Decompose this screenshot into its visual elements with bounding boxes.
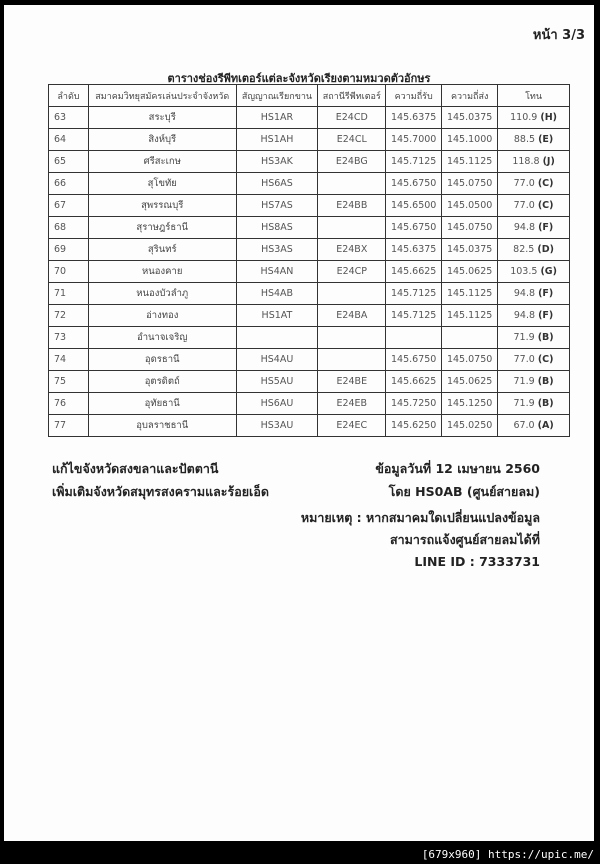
callsign: HS6AS [236,173,318,195]
tone-code: (E) [538,134,554,145]
tx-frequency: 145.0625 [442,261,498,283]
repeater-id [318,217,386,239]
tx-frequency: 145.0750 [442,173,498,195]
rx-frequency: 145.6750 [386,217,442,239]
tone-code: (B) [537,398,554,409]
tone-code: (F) [538,288,554,299]
repeater-id: E24CL [318,129,386,151]
province-name: สุพรรณบุรี [88,195,236,217]
rx-frequency: 145.6500 [386,195,442,217]
line-id: LINE ID : 7333731 [414,554,540,569]
callsign: HS5AU [236,371,318,393]
callsign: HS6AU [236,393,318,415]
repeater-id [318,283,386,305]
callsign: HS1AH [236,129,318,151]
callsign: HS7AS [236,195,318,217]
tone [498,173,570,195]
watermark: [679x960] https://upic.me/ [421,848,594,861]
tone-code: (B) [537,376,554,387]
tone [498,151,570,173]
province-name: สิงห์บุรี [88,129,236,151]
tone-value: 71.9 [513,376,535,387]
tone-value: 71.9 [513,398,535,409]
tone-code: (J) [542,156,555,167]
tone [498,349,570,371]
province-name: สุรินทร์ [88,239,236,261]
header-association: สมาคมวิทยุสมัครเล่นประจำจังหวัด [88,85,236,107]
data-author: โดย HS0AB (ศูนย์สายลม) [388,484,540,499]
province-name: หนองบัวลำภู [88,283,236,305]
tone-value: 82.5 [513,244,535,255]
callsign [236,327,318,349]
repeater-id: E24BA [318,305,386,327]
tone [498,239,570,261]
tone-value: 94.8 [513,222,536,233]
callsign: HS1AT [236,305,318,327]
repeater-id [318,173,386,195]
table-row [49,327,570,349]
repeater-id: E24BE [318,371,386,393]
tone-value: 71.9 [513,332,535,343]
province-name: ศรีสะเกษ [88,151,236,173]
change-note: เพิ่มเติมจังหวัดสมุทรสงครามและร้อยเอ็ด [52,484,269,499]
row-number: 64 [49,129,89,151]
tone-value: 77.0 [513,178,535,189]
tone [498,327,570,349]
callsign: HS4AB [236,283,318,305]
province-name: อำนาจเจริญ [88,327,236,349]
province-name: อุทัยธานี [88,393,236,415]
repeater-table [48,84,570,437]
repeater-id [318,327,386,349]
province-name: สระบุรี [88,107,236,129]
tone-value: 67.0 [513,420,535,431]
header-repeater: สถานีรีพีทเตอร์ [318,85,386,107]
row-number: 63 [49,107,89,129]
tone [498,305,570,327]
table-row [49,305,570,327]
tone-code: (C) [537,354,554,365]
table-row [49,415,570,437]
tx-frequency: 145.0750 [442,217,498,239]
row-number: 67 [49,195,89,217]
callsign: HS3AU [236,415,318,437]
repeater-id: E24BB [318,195,386,217]
row-number: 72 [49,305,89,327]
callsign: HS4AN [236,261,318,283]
table-row [49,107,570,129]
tone-code: (C) [537,200,554,211]
tx-frequency: 145.1125 [442,151,498,173]
rx-frequency: 145.7250 [386,393,442,415]
tone-code: (D) [537,244,554,255]
tone-value: 77.0 [513,200,535,211]
table-row [49,151,570,173]
table-row [49,393,570,415]
tx-frequency: 145.0750 [442,349,498,371]
province-name: สุราษฎร์ธานี [88,217,236,239]
rx-frequency: 145.6375 [386,239,442,261]
header-tx: ความถี่ส่ง [442,85,498,107]
table-row [49,129,570,151]
tone-code: (G) [540,266,557,277]
repeater-id: E24BG [318,151,386,173]
rx-frequency: 145.6625 [386,261,442,283]
row-number: 66 [49,173,89,195]
callsign: HS1AR [236,107,318,129]
change-notes [52,457,269,503]
tone-value: 94.8 [513,310,536,321]
province-name: หนองคาย [88,261,236,283]
tone-code: (A) [537,420,554,431]
rx-frequency: 145.6250 [386,415,442,437]
repeater-id [318,349,386,371]
tone-value: 103.5 [510,266,538,277]
tx-frequency: 145.1000 [442,129,498,151]
page-number: หน้า 3/3 [532,28,585,43]
tx-frequency: 145.0625 [442,371,498,393]
table-row [49,283,570,305]
province-name: อุบลราชธานี [88,415,236,437]
tone [498,217,570,239]
header-tone: โทน [498,85,570,107]
rx-frequency: 145.6625 [386,371,442,393]
tone-value: 110.9 [510,112,538,123]
data-date: ข้อมูลวันที่ 12 เมษายน 2560 [375,461,540,476]
tone [498,371,570,393]
callsign: HS8AS [236,217,318,239]
table-row [49,217,570,239]
remark-line: หมายเหตุ : หากสมาคมใดเปลี่ยนแปลงข้อมูล [300,510,540,525]
tone-code: (B) [537,332,554,343]
remark [301,507,540,573]
rx-frequency: 145.7125 [386,283,442,305]
table-title: ตารางช่องรีพีทเตอร์แต่ละจังหวัดเรียงตามหมวดตัวอักษร [167,72,431,85]
remark-line: สามารถแจ้งศูนย์สายลมได้ที่ [390,532,540,547]
row-number: 68 [49,217,89,239]
tone-value: 118.8 [512,156,540,167]
tone [498,283,570,305]
row-number: 74 [49,349,89,371]
province-name: อุตรดิตถ์ [88,371,236,393]
tone [498,261,570,283]
tx-frequency: 145.1125 [442,305,498,327]
table-row [49,349,570,371]
document-page [4,5,594,841]
tx-frequency: 145.1125 [442,283,498,305]
tx-frequency: 145.0500 [442,195,498,217]
row-number: 77 [49,415,89,437]
province-name: อ่างทอง [88,305,236,327]
tx-frequency: 145.0375 [442,239,498,261]
repeater-id: E24BX [318,239,386,261]
rx-frequency: 145.6375 [386,107,442,129]
tone [498,195,570,217]
row-number: 69 [49,239,89,261]
table-row [49,173,570,195]
header-no: ลำดับ [49,85,89,107]
change-note: แก้ไขจังหวัดสงขลาและปัตตานี [52,461,219,476]
repeater-id: E24CP [318,261,386,283]
tone-code: (F) [538,310,554,321]
rx-frequency [386,327,442,349]
tx-frequency [442,327,498,349]
row-number: 70 [49,261,89,283]
header-callsign: สัญญาณเรียกขาน [236,85,318,107]
tone-code: (H) [540,112,557,123]
table-row [49,261,570,283]
tone-code: (C) [537,178,554,189]
province-name: อุดรธานี [88,349,236,371]
rx-frequency: 145.7000 [386,129,442,151]
tone [498,129,570,151]
rx-frequency: 145.6750 [386,173,442,195]
tone [498,107,570,129]
rx-frequency: 145.7125 [386,151,442,173]
tone-value: 94.8 [513,288,536,299]
callsign: HS4AU [236,349,318,371]
repeater-id: E24EC [318,415,386,437]
callsign: HS3AS [236,239,318,261]
repeater-id: E24CD [318,107,386,129]
row-number: 76 [49,393,89,415]
header-rx: ความถี่รับ [386,85,442,107]
callsign: HS3AK [236,151,318,173]
table-row [49,239,570,261]
table-row [49,195,570,217]
table-row [49,371,570,393]
data-source [375,457,540,503]
tone-code: (F) [538,222,554,233]
province-name: สุโขทัย [88,173,236,195]
tone [498,393,570,415]
tx-frequency: 145.0375 [442,107,498,129]
tone-value: 77.0 [513,354,535,365]
tone [498,415,570,437]
row-number: 71 [49,283,89,305]
row-number: 65 [49,151,89,173]
tone-value: 88.5 [513,134,536,145]
rx-frequency: 145.6750 [386,349,442,371]
rx-frequency: 145.7125 [386,305,442,327]
row-number: 73 [49,327,89,349]
tx-frequency: 145.1250 [442,393,498,415]
row-number: 75 [49,371,89,393]
tx-frequency: 145.0250 [442,415,498,437]
repeater-id: E24EB [318,393,386,415]
table-header-row [49,85,570,107]
